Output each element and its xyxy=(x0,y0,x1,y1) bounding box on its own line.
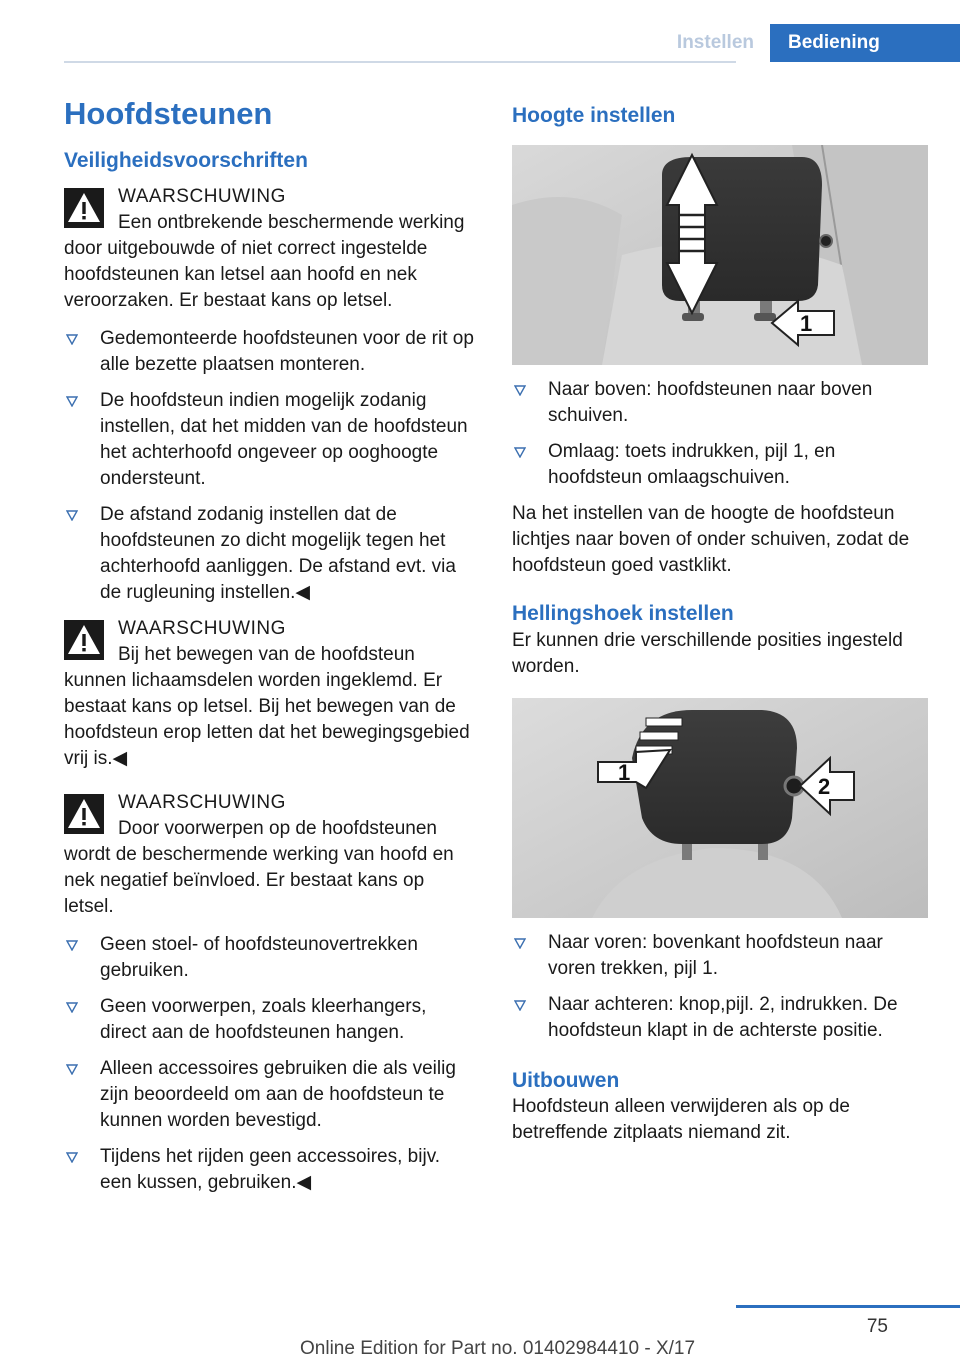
height-paragraph: Na het instellen van de hoogte de hoofdsteun lichtjes naar boven of onder schuiven, zodat de hoofdsteun goed vastklikt. xyxy=(512,503,910,577)
bullet-triangle-icon xyxy=(66,326,78,345)
tilt-list xyxy=(512,930,928,1044)
bullet-triangle-icon xyxy=(514,930,526,949)
warning-text: Een ontbrekende beschermende werking door uitgebouwde of niet correct ingestelde hoofdsteunen kan letsel aan hoofd en nek veroorzaken. Er bestaat kans op letsel. xyxy=(64,212,465,311)
list-item: Alleen accessoires gebruiken die als veilig zijn beoordeeld om aan de hoofdsteun te kunnen worden bevestigd. xyxy=(64,1056,476,1134)
section-title-safety: Veiligheidsvoorschriften xyxy=(64,148,308,172)
list-item: Geen stoel- of hoofdsteunovertrekken gebruiken. xyxy=(64,932,476,984)
footer-edition: Online Edition for Part no. 01402984410 - X/17 xyxy=(300,1338,696,1359)
page-number: 75 xyxy=(866,1316,888,1337)
header-divider xyxy=(64,61,736,63)
height-list xyxy=(512,377,928,491)
section-title-remove: Uitbouwen xyxy=(512,1068,620,1092)
list-item: Tijdens het rijden geen accessoires, bijv. een kussen, gebruiken.◀ xyxy=(64,1144,476,1196)
warning-block-2 xyxy=(64,616,476,772)
list-item: Gedemonteerde hoofdsteunen voor de rit op alle bezette plaatsen monteren. xyxy=(64,326,476,378)
warning-icon xyxy=(64,794,104,834)
bullet-triangle-icon xyxy=(66,994,78,1013)
bullet-triangle-icon xyxy=(66,388,78,407)
headrest-tilt-image xyxy=(512,698,928,918)
bullet-triangle-icon xyxy=(514,992,526,1011)
remove-paragraph: Hoofdsteun alleen verwijderen als op de betreffende zitplaats niemand zit. xyxy=(512,1095,850,1143)
warning-label: WAARSCHUWING xyxy=(118,792,286,813)
bullet-triangle-icon xyxy=(66,932,78,951)
right-column xyxy=(512,103,928,1146)
list-item: Naar achteren: knop,pijl. 2, indrukken. De hoofdsteun klapt in de achterste positie. xyxy=(512,992,928,1044)
tab-instellen[interactable]: Instellen xyxy=(661,24,770,62)
left-column xyxy=(64,95,476,1206)
image-label-1: 1 xyxy=(618,759,631,785)
list-item: Geen voorwerpen, zoals kleerhangers, direct aan de hoofdsteunen hangen. xyxy=(64,994,476,1046)
safety-list-1 xyxy=(64,326,476,606)
list-item: Naar voren: bovenkant hoofdsteun naar voren trekken, pijl 1. xyxy=(512,930,928,982)
warning-block-1 xyxy=(64,184,476,314)
list-item: Omlaag: toets indrukken, pijl 1, en hoofdsteun omlaagschuiven. xyxy=(512,439,928,491)
image-label-1: 1 xyxy=(800,311,813,337)
warning-icon xyxy=(64,620,104,660)
bullet-triangle-icon xyxy=(514,439,526,458)
list-item: Naar boven: hoofdsteunen naar boven schuiven. xyxy=(512,377,928,429)
page-title: Hoofdsteunen xyxy=(64,96,273,131)
list-item: De hoofdsteun indien mogelijk zodanig instellen, dat het midden van de hoofdsteun het achterhoofd ongeveer op ooghoogte ondersteunt. xyxy=(64,388,476,492)
warning-text: Bij het bewegen van de hoofdsteun kunnen lichaamsdelen worden ingeklemd. Er bestaat kans op letsel. Bij het bewegen van de hoofdsteun erop letten dat het bewegingsgebied vrij is.◀ xyxy=(64,644,470,769)
tab-bediening[interactable]: Bediening xyxy=(770,24,960,62)
bullet-triangle-icon xyxy=(514,377,526,396)
warning-icon xyxy=(64,188,104,228)
warning-block-3 xyxy=(64,790,476,920)
bullet-triangle-icon xyxy=(66,502,78,521)
bullet-triangle-icon xyxy=(66,1056,78,1075)
warning-text: Door voorwerpen op de hoofdsteunen wordt de beschermende werking van hoofd en nek negatief beïnvloed. Er bestaat kans op letsel. xyxy=(64,818,454,917)
headrest-height-image xyxy=(512,145,928,365)
section-title-height: Hoogte instellen xyxy=(512,104,676,127)
safety-list-2 xyxy=(64,932,476,1196)
warning-label: WAARSCHUWING xyxy=(118,186,286,207)
tilt-paragraph: Er kunnen drie verschillende posities ingesteld worden. xyxy=(512,629,903,677)
list-item: De afstand zodanig instellen dat de hoofdsteunen zo dicht mogelijk tegen het achterhoofd aanliggen. De afstand evt. via de rugleuning instellen.◀ xyxy=(64,502,476,606)
image-label-2: 2 xyxy=(818,773,831,799)
header-tabs xyxy=(661,24,960,62)
warning-label: WAARSCHUWING xyxy=(118,618,286,639)
bullet-triangle-icon xyxy=(66,1144,78,1163)
footer-divider xyxy=(736,1305,960,1308)
section-title-tilt: Hellingshoek instellen xyxy=(512,602,734,626)
